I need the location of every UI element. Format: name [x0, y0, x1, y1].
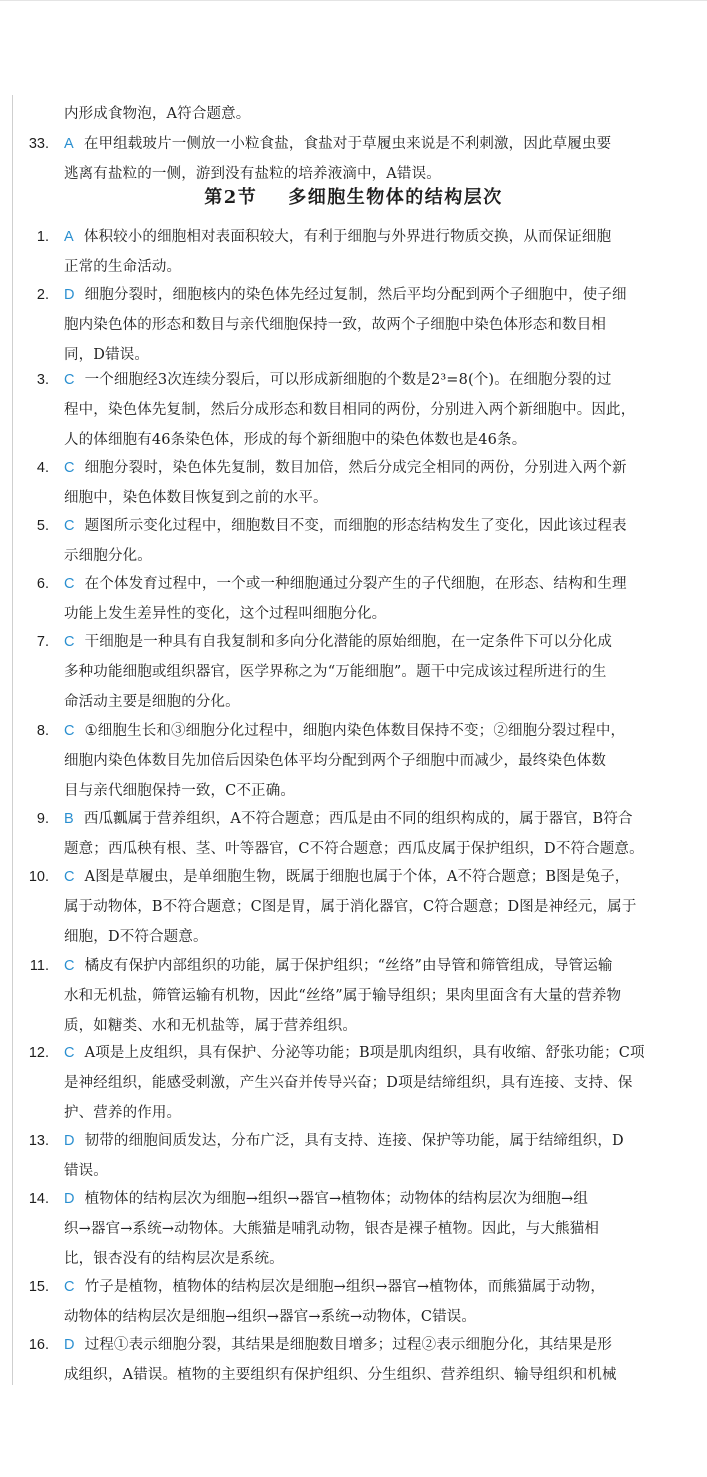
answer-letter: C — [64, 1045, 75, 1061]
answer-letter: A — [64, 136, 74, 152]
explanation-line: 题意；西瓜秧有根、茎、叶等器官，C不符合题意；西瓜皮属于保护组织，D不符合题意。 — [64, 841, 644, 857]
answer-letter: D — [64, 1133, 75, 1149]
item-number: 7. — [36, 634, 49, 650]
explanation-line: 题图所示变化过程中，细胞数目不变，而细胞的形态结构发生了变化，因此该过程表 — [84, 518, 627, 534]
section-title: 第2节 多细胞生物体的结构层次 — [204, 187, 503, 208]
explanation-line: 细胞中，染色体数目恢复到之前的水平。 — [64, 490, 328, 506]
explanation-line: ①细胞生长和③细胞分化过程中，细胞内染色体数目保持不变；②细胞分裂过程中， — [84, 723, 626, 739]
explanation-line: 逃离有盐粒的一侧，游到没有盐粒的培养液滴中，A错误。 — [64, 166, 441, 182]
item-number: 4. — [36, 460, 49, 476]
explanation-line: A图是草履虫，是单细胞生物，既属于细胞也属于个体，A不符合题意；B图是兔子， — [84, 869, 630, 885]
explanation-line: 织→器官→系统→动物体。大熊猫是哺乳动物，银杏是裸子植物。因此，与大熊猫相 — [64, 1221, 599, 1237]
explanation-line: 正常的生命活动。 — [64, 259, 182, 275]
item-number: 11. — [29, 958, 49, 974]
explanation-line: 在甲组载玻片一侧放一小粒食盐，食盐对于草履虫来说是不利刺激，因此草履虫要 — [83, 136, 612, 152]
explanation-line: 护、营养的作用。 — [64, 1105, 182, 1121]
explanation-line: 质，如糖类、水和无机盐等，属于营养组织。 — [64, 1018, 357, 1034]
item-number: 8. — [36, 723, 49, 739]
explanation-line: 细胞分裂时，染色体先复制，数目加倍，然后分成完全相同的两份，分别进入两个新 — [84, 460, 627, 476]
answer-letter: B — [64, 811, 74, 827]
explanation-line: 是神经组织，能感受刺激，产生兴奋并传导兴奋；D项是结缔组织，具有连接、支持、保 — [64, 1075, 633, 1091]
explanation-line: 目与亲代细胞保持一致，C不正确。 — [64, 783, 295, 799]
explanation-line: 一个细胞经3次连续分裂后，可以形成新细胞的个数是2³=8(个)。在细胞分裂的过 — [84, 372, 612, 388]
item-number: 9. — [36, 811, 49, 827]
answer-letter: C — [64, 958, 75, 974]
explanation-line: A项是上皮组织，具有保护、分泌等功能；B项是肌肉组织，具有收缩、舒张功能；C项 — [84, 1045, 645, 1061]
answer-letter: C — [64, 723, 75, 739]
explanation-line: 功能上发生差异性的变化，这个过程叫细胞分化。 — [64, 606, 387, 622]
item-number: 15. — [28, 1279, 49, 1295]
margin-rule — [12, 95, 13, 1385]
explanation-line: 橘皮有保护内部组织的功能，属于保护组织；“丝络”由导管和筛管组成，导管运输 — [84, 958, 613, 974]
item-number: 1. — [36, 229, 49, 245]
explanation-line: 过程①表示细胞分裂，其结果是细胞数目增多；过程②表示细胞分化，其结果是形 — [84, 1337, 613, 1353]
answer-letter: C — [64, 372, 75, 388]
answer-letter: D — [64, 1191, 75, 1207]
explanation-line: 水和无机盐，筛管运输有机物，因此“丝络”属于输导组织；果肉里面含有大量的营养物 — [64, 988, 622, 1004]
answer-letter: C — [64, 518, 75, 534]
explanation-line: 体积较小的细胞相对表面积较大，有利于细胞与外界进行物质交换，从而保证细胞 — [83, 229, 612, 245]
explanation-line: 韧带的细胞间质发达，分布广泛，具有支持、连接、保护等功能，属于结缔组织，D — [84, 1133, 624, 1149]
answer-letter: C — [64, 460, 75, 476]
explanation-line: 植物体的结构层次为细胞→组织→器官→植物体；动物体的结构层次为细胞→组 — [84, 1191, 588, 1207]
explanation-line: 竹子是植物，植物体的结构层次是细胞→组织→器官→植物体，而熊猫属于动物， — [84, 1279, 605, 1295]
answer-letter: D — [64, 1337, 75, 1353]
answer-letter: C — [64, 634, 75, 650]
item-number: 33. — [28, 136, 49, 152]
explanation-line: 细胞分裂时，细胞核内的染色体先经过复制，然后平均分配到两个子细胞中，使子细 — [84, 287, 627, 303]
explanation-line: 同，D错误。 — [64, 347, 150, 363]
explanation-line: 多种功能细胞或组织器官，医学界称之为“万能细胞”。题干中完成该过程所进行的生 — [64, 664, 607, 680]
item-number: 10. — [28, 869, 49, 885]
explanation-line: 成组织，A错误。植物的主要组织有保护组织、分生组织、营养组织、输导组织和机械 — [64, 1367, 617, 1383]
explanation-line: 属于动物体，B不符合题意；C图是胃，属于消化器官，C符合题意；D图是神经元，属于 — [64, 899, 637, 915]
item-number: 5. — [36, 518, 49, 534]
answer-letter: C — [64, 576, 75, 592]
top-rule — [0, 0, 707, 1]
answer-letter: C — [64, 1279, 75, 1295]
explanation-line: 比，银杏没有的结构层次是系统。 — [64, 1251, 284, 1267]
explanation-line: 在个体发育过程中，一个或一种细胞通过分裂产生的子代细胞，在形态、结构和生理 — [84, 576, 627, 592]
explanation-line: 人的体细胞有46条染色体，形成的每个新细胞中的染色体数也是46条。 — [64, 432, 527, 448]
answer-letter: D — [64, 287, 75, 303]
item-number: 3. — [36, 372, 49, 388]
item-number: 13. — [28, 1133, 49, 1149]
continuation-text: 内形成食物泡，A符合题意。 — [64, 106, 251, 122]
explanation-line: 错误。 — [64, 1163, 108, 1179]
item-number: 16. — [28, 1337, 49, 1353]
explanation-line: 胞内染色体的形态和数目与亲代细胞保持一致，故两个子细胞中染色体形态和数目相 — [64, 317, 607, 333]
answer-letter: C — [64, 869, 75, 885]
item-number: 12. — [28, 1045, 49, 1061]
item-number: 6. — [36, 576, 49, 592]
explanation-line: 细胞内染色体数目先加倍后因染色体平均分配到两个子细胞中而减少，最终染色体数 — [64, 753, 607, 769]
answer-letter: A — [64, 229, 74, 245]
explanation-line: 干细胞是一种具有自我复制和多向分化潜能的原始细胞，在一定条件下可以分化成 — [84, 634, 613, 650]
explanation-line: 细胞，D不符合题意。 — [64, 929, 208, 945]
explanation-line: 西瓜瓤属于营养组织，A不符合题意；西瓜是由不同的组织构成的，属于器官，B符合 — [83, 811, 633, 827]
explanation-line: 程中，染色体先复制，然后分成形态和数目相同的两份，分别进入两个新细胞中。因此， — [64, 402, 636, 418]
explanation-line: 命活动主要是细胞的分化。 — [64, 694, 240, 710]
item-number: 14. — [28, 1191, 49, 1207]
item-number: 2. — [36, 287, 49, 303]
explanation-line: 示细胞分化。 — [64, 548, 152, 564]
explanation-line: 动物体的结构层次是细胞→组织→器官→系统→动物体，C错误。 — [64, 1309, 477, 1325]
